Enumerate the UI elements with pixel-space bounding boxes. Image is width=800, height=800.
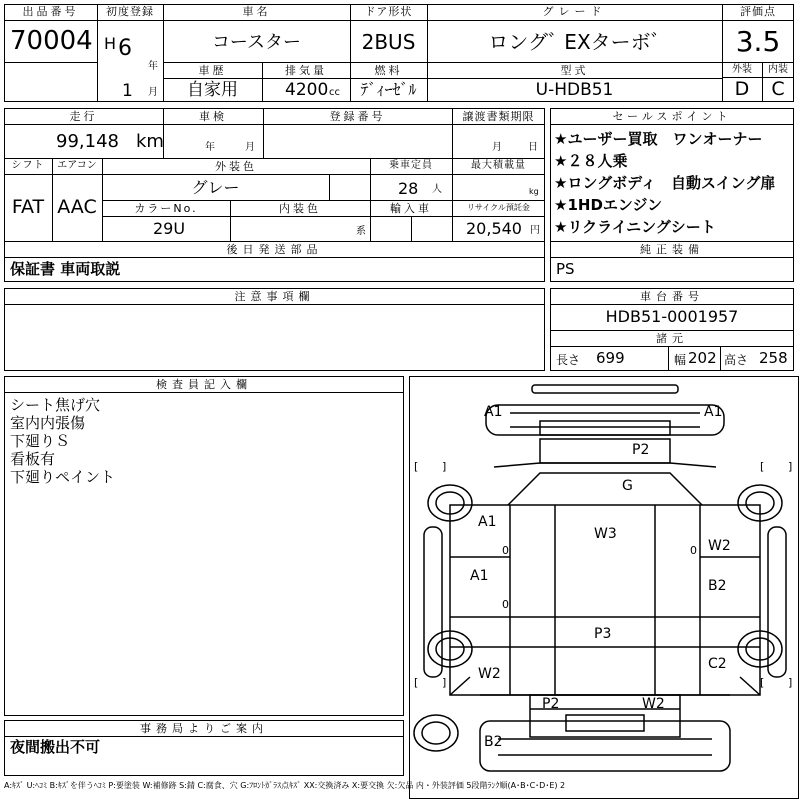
inspector-line: 下廻りペイント <box>10 468 116 486</box>
ac-label: エアコン <box>57 160 97 171</box>
zero-mark: 0 <box>502 598 509 611</box>
inspector-line: 室内内張傷 <box>10 414 86 432</box>
height-label: 高さ <box>724 353 749 367</box>
damage-mark: W3 <box>594 526 617 542</box>
shift-label: シフト <box>11 160 45 171</box>
sales-point: ★リクライニングシート <box>554 218 716 236</box>
color-label: 外装色 <box>215 160 257 173</box>
history: 自家用 <box>187 80 238 100</box>
ext-label: 外装 <box>732 64 752 75</box>
damage-mark: W2 <box>642 696 665 712</box>
mileage-unit: km <box>136 131 164 152</box>
damage-mark: W2 <box>708 538 731 554</box>
damage-mark: B2 <box>484 734 503 750</box>
damage-mark: G <box>622 478 633 494</box>
displacement-unit: cc <box>329 87 340 98</box>
import-label: 輸入車 <box>390 202 432 215</box>
sales-point: ★ロングボディ 自動スイング扉 <box>554 174 776 192</box>
sales-points-label: セールスポイント <box>612 110 732 123</box>
damage-mark: A1 <box>478 514 497 530</box>
air-conditioner: AAC <box>57 196 97 218</box>
width-label: 幅 <box>674 353 687 367</box>
grade: ロングﾞ EXターボﾞ <box>488 30 661 54</box>
damage-mark: A1 <box>470 568 489 584</box>
door-type: 2BUS <box>361 30 416 54</box>
lot-number: 70004 <box>10 26 93 56</box>
capacity-unit: 人 <box>432 184 442 195</box>
interior-color-unit: 系 <box>356 226 366 237</box>
fuel-label: 燃料 <box>374 64 403 77</box>
door-label: ドア形状 <box>364 5 413 18</box>
score: 3.5 <box>735 25 781 58</box>
transfer-label: 譲渡書類期限 <box>462 110 535 123</box>
ext-grade: D <box>734 78 750 100</box>
plate-label: 登録番号 <box>329 110 386 123</box>
length: 699 <box>596 349 625 367</box>
score-label: 評価点 <box>740 5 776 18</box>
lot-label: 出品番号 <box>22 5 79 18</box>
bracket: [ <box>760 676 765 689</box>
max-load-label: 最大積載量 <box>471 160 526 171</box>
fuel: ﾃﾞｨｰｾﾞﾙ <box>360 80 417 99</box>
recycle-unit: 円 <box>530 225 540 236</box>
damage-mark: P2 <box>632 442 650 458</box>
length-label: 長さ <box>556 353 581 367</box>
vehicle-info-grid <box>4 108 545 242</box>
displacement: 4200 <box>285 80 329 100</box>
legend: A:ｷｽﾞ U:ﾍｺﾐ B:ｷｽﾞを伴うﾍｺﾐ P:要塗装 W:補修跡 S:錆 C:腐食、穴 G:ﾌﾛﾝﾄｶﾞﾗｽ点ｷｽﾞ XX:交換済み X:要交換 欠:欠品 内・外装評価 5段階ﾗﾝｸ順(A･B･C･D･E) 2 <box>4 781 566 790</box>
inspector-line: シート焦げ穴 <box>10 396 101 414</box>
history-label: 車歴 <box>198 64 227 77</box>
bracket: ] <box>788 460 793 473</box>
model-label: 型式 <box>560 64 589 77</box>
office-notice: 夜間搬出不可 <box>10 738 101 756</box>
car-name-label: 車名 <box>242 5 271 18</box>
month-unit: 月 <box>148 87 158 98</box>
int-grade: C <box>771 78 785 100</box>
recycle-fee: 20,540 <box>466 219 522 238</box>
sales-point: ★1HDエンジン <box>554 196 663 214</box>
bracket: [ <box>414 460 419 473</box>
inspection-label: 車検 <box>199 110 227 123</box>
damage-mark: W2 <box>478 666 501 682</box>
office-label: 事務局よりご案内 <box>140 722 268 735</box>
chassis-label: 車台番号 <box>640 290 704 303</box>
transfer-day-unit: 日 <box>528 142 538 153</box>
sales-points-list <box>554 128 792 238</box>
max-load-unit: kg <box>529 187 539 196</box>
grade-label: グレード <box>542 5 607 18</box>
body-color: グレー <box>191 178 240 197</box>
year-unit: 年 <box>148 61 158 72</box>
car-name: コースター <box>211 32 302 53</box>
era: H <box>104 34 117 53</box>
model-code: U-HDB51 <box>535 80 614 100</box>
later-parts-label: 後日発送部品 <box>226 243 323 256</box>
damage-mark: A1 <box>484 404 503 420</box>
damage-mark: C2 <box>708 656 727 672</box>
transfer-month-unit: 月 <box>492 142 502 153</box>
shift: FAT <box>11 196 45 218</box>
bracket: [ <box>760 460 765 473</box>
displacement-label: 排気量 <box>285 64 327 77</box>
capacity: 28 <box>398 179 419 198</box>
width: 202 <box>688 349 717 367</box>
inspector-line: 看板有 <box>10 450 56 468</box>
sales-point: ★ユーザー買取 ワンオーナー <box>554 130 763 148</box>
inspector-notes <box>10 396 400 486</box>
damage-diagram <box>409 376 799 799</box>
bracket: ] <box>442 460 447 473</box>
inspection-month-unit: 月 <box>245 142 255 153</box>
int-label: 内装 <box>768 64 788 75</box>
bus-outline <box>410 377 800 800</box>
zero-mark: 0 <box>502 544 509 557</box>
inspector-label: 検査員記入欄 <box>156 378 252 391</box>
damage-mark: B2 <box>708 578 727 594</box>
reg-month: 1 <box>122 81 133 101</box>
inspection-year-unit: 年 <box>205 142 215 153</box>
first-registration-label: 初度登録 <box>106 5 154 18</box>
damage-mark: P2 <box>542 696 560 712</box>
sales-point: ★２８人乗 <box>554 152 628 170</box>
mileage: 99,148 <box>56 131 119 152</box>
standard-equipment-label: 純正装備 <box>640 243 704 256</box>
chassis-number: HDB51-0001957 <box>605 307 739 326</box>
standard-equipment: PS <box>556 260 575 278</box>
interior-color-label: 内装色 <box>279 202 321 215</box>
recycle-label: リサイクル預託金 <box>467 203 530 212</box>
inspector-line: 下廻りＳ <box>10 432 71 450</box>
mileage-label: 走行 <box>69 110 98 123</box>
bracket: ] <box>788 676 793 689</box>
zero-mark: 0 <box>690 544 697 557</box>
bracket: [ <box>414 676 419 689</box>
specs-label: 諸元 <box>656 332 688 345</box>
notes-label: 注意事項欄 <box>234 290 315 303</box>
damage-mark: A1 <box>704 404 723 420</box>
reg-year: 6 <box>118 36 132 61</box>
color-number: 29U <box>153 219 186 238</box>
capacity-label: 乗車定員 <box>389 160 433 171</box>
height: 258 <box>759 349 788 367</box>
color-number-label: カラーNo. <box>134 202 198 215</box>
damage-mark: P3 <box>594 626 612 642</box>
bracket: ] <box>442 676 447 689</box>
later-parts: 保証書 車両取説 <box>10 260 121 278</box>
